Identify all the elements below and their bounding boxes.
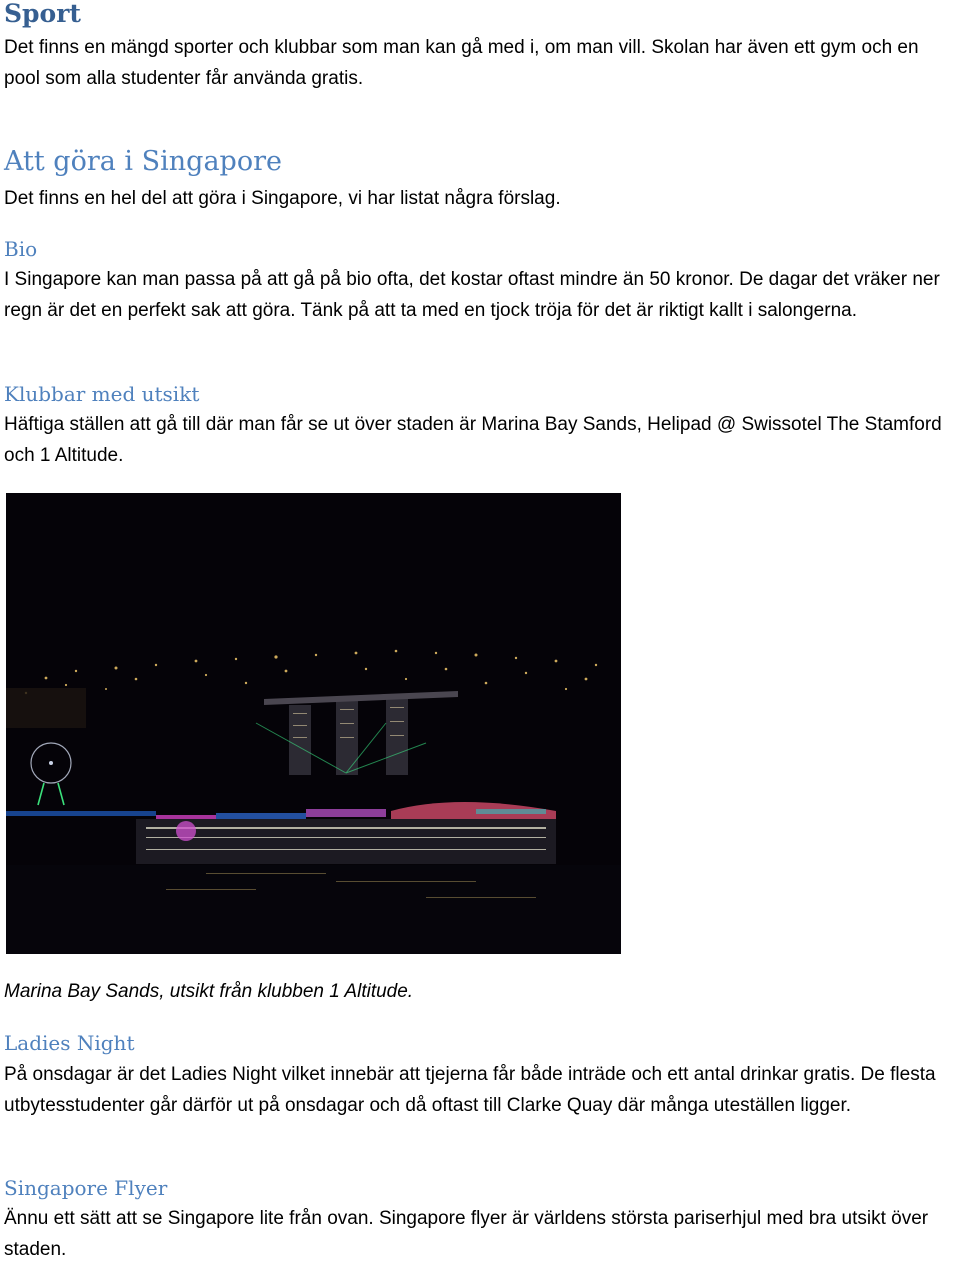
singapore-flyer-paragraph: Ännu ett sätt att se Singapore lite från ovan. Singapore flyer är världens största pariserhjul med bra utsikt över staden. xyxy=(4,1208,929,1260)
night-skyline-illustration xyxy=(6,493,621,954)
things-heading: Att göra i Singapore xyxy=(4,146,282,177)
sport-heading: Sport xyxy=(4,0,81,28)
ladies-night-heading: Ladies Night xyxy=(4,1031,135,1055)
sport-paragraph: Det finns en mängd sporter och klubbar som man kan gå med i, om man vill. Skolan har även ett gym och en pool som alla studenter får använda gratis. xyxy=(4,37,919,89)
bio-paragraph: I Singapore kan man passa på att gå på bio ofta, det kostar oftast mindre än 50 kronor. De dagar det vräker ner regn är det en perfekt sak att göra. Tänk på att ta med en tjock tröja för det är riktigt kallt i salongerna. xyxy=(4,269,940,321)
ladies-night-paragraph: På onsdagar är det Ladies Night vilket innebär att tjejerna får både inträde och ett antal drinkar gratis. De flesta utbytesstudenter går därför ut på onsdagar och då oftast till Clarke Quay där många uteställen ligger. xyxy=(4,1064,936,1116)
photo-caption: Marina Bay Sands, utsikt från klubben 1 Altitude. xyxy=(4,981,414,1002)
singapore-flyer-heading: Singapore Flyer xyxy=(4,1176,168,1200)
things-intro: Det finns en hel del att göra i Singapore, vi har listat några förslag. xyxy=(4,188,561,209)
clubs-heading: Klubbar med utsikt xyxy=(4,382,200,406)
clubs-paragraph: Häftiga ställen att gå till där man får se ut över staden är Marina Bay Sands, Helipad @ Swissotel The Stamford och 1 Altitude. xyxy=(4,414,942,466)
bio-heading: Bio xyxy=(4,237,38,261)
marina-bay-sands-night-photo xyxy=(6,493,621,954)
